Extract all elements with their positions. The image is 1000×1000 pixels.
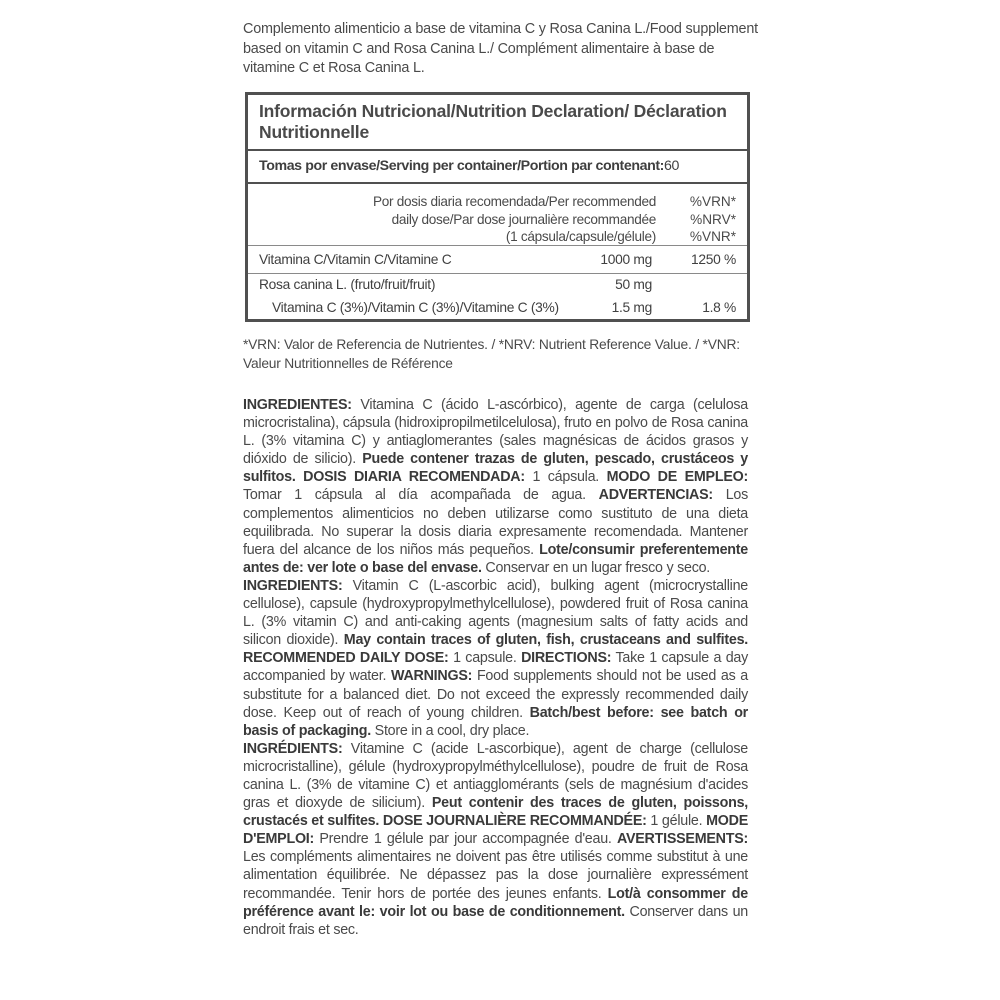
reference-header-line: %VRN* [689, 194, 736, 209]
allergen-dose-heading: Puede contener trazas de gluten, pescado, crustáceos y sulfitos. DOSIS DIARIA RECOMENDADA: [243, 451, 748, 486]
storage-text: Conservar en un lugar fresco y seco. [481, 559, 711, 576]
dose-text: 1 capsule. [448, 650, 522, 667]
directions-text: Take 1 capsule a day accompanied by water. [243, 650, 748, 685]
nutrient-name: Vitamina C/Vitamin C/Vitamine C [259, 252, 452, 267]
ingredients-heading: INGREDIENTS: [243, 577, 343, 594]
storage-text: Conserver dans un endroit frais et sec. [243, 903, 748, 938]
nutrient-quantity: 1000 mg [600, 252, 652, 267]
directions-text: Tomar 1 cápsula al día acompañada de agua. [243, 487, 599, 504]
dose-header-line: Por dosis diaria recomendada/Per recommended [373, 194, 656, 209]
warnings-heading: WARNINGS: [390, 668, 473, 685]
nutrient-percent: 1250 % [691, 252, 736, 267]
directions-heading: MODO DE EMPLEO: [606, 469, 748, 486]
dose-header-line: daily dose/Par dose journalière recommandée [391, 211, 656, 227]
label-body-text [243, 396, 748, 939]
spanish-section [243, 396, 748, 577]
warnings-text: Food supplements should not be used as a substitute for a balanced diet. Do not exceed the expressly recommended daily dose. Keep out of reach of young children. [243, 668, 749, 721]
warnings-text: Les compléments alimentaires ne doivent pas être utilisés comme substitut à une alimentation équilibrée. Ne dépassez pas la dose journalière expressément recommandée. Tenir hors de portée des jeunes enfants. [243, 849, 748, 902]
english-section [243, 577, 748, 740]
reference-footnote: *VRN: Valor de Referencia de Nutrientes. / *NRV: Nutrient Reference Value. / *VNR: Valeur Nutritionnelles de Référence [243, 337, 740, 371]
warnings-heading: ADVERTENCIAS: [598, 487, 713, 504]
directions-heading: DIRECTIONS: [521, 650, 612, 667]
allergen-dose-heading: May contain traces of gluten, fish, crustaceans and sulfites. RECOMMENDED DAILY DOSE: [243, 632, 748, 667]
divider [248, 245, 747, 246]
directions-heading: MODE D'EMPLOI: [243, 813, 748, 848]
warnings-heading: AVERTISSEMENTS: [616, 831, 748, 848]
directions-text: Prendre 1 gélule par jour accompagnée d'eau. [314, 831, 617, 848]
nutrition-panel [245, 92, 750, 322]
french-section [243, 740, 748, 939]
batch-heading: Batch/best before: see batch or basis of packaging. [243, 704, 748, 739]
dose-text: 1 gélule. [646, 813, 707, 830]
divider [248, 149, 747, 151]
dose-column-header [328, 193, 656, 246]
servings-per-container [259, 158, 743, 174]
dose-text: 1 cápsula. [524, 469, 607, 486]
batch-heading: Lote/consumir preferentemente antes de: ver lote o base del envase. [243, 541, 748, 576]
reference-header-line: %VNR* [689, 229, 736, 244]
allergen-dose-heading: Peut contenir des traces de gluten, poissons, crustacés et sulfites. DOSE JOURNALIÈRE RECOMMANDÉE: [243, 795, 749, 830]
divider [248, 182, 747, 184]
ingredients-text: Vitamina C (ácido L-ascórbico), agente de carga (celulosa microcristalina), cápsula (hidroxipropilmetilcelulosa), fruto en polvo de Rosa canina L. (3% vitamina C) y antiaglomerantes (sales magnésicas de ácidos grasos y dióxido de silicio). [243, 397, 748, 468]
product-description: Complemento alimenticio a base de vitamina C y Rosa Canina L./Food supplement based on vitamin C and Rosa Canina L./ Complément alimentaire à base de vitamine C et Rosa Canina L. [243, 21, 758, 76]
servings-label: Tomas por envase/Serving per container/Portion par contenant: [259, 158, 664, 174]
dose-header-line: (1 cápsula/capsule/gélule) [505, 229, 656, 244]
reference-column-header [656, 193, 736, 246]
warnings-text: Los complementos alimenticios no deben utilizarse como sustituto de una dieta equilibrada. No superar la dosis diaria expresamente recomendada. Mantener fuera del alcance de los niños más pequeños. [243, 487, 748, 558]
ingredients-heading: INGREDIENTES: [243, 397, 352, 413]
ingredients-text: Vitamin C (L-ascorbic acid), bulking agent (microcrystalline cellulose), capsule (hydroxypropylmethylcellulose), powdered fruit of Rosa canina L. (3% vitamin C) and anti-caking agents (magnesium salts of fatty acids and silicon dioxide). [243, 577, 748, 649]
servings-value: 60 [664, 158, 679, 174]
nutrient-name: Rosa canina L. (fruto/fruit/fruit) [259, 277, 436, 292]
nutrient-percent: 1.8 % [702, 300, 736, 315]
nutrient-quantity: 50 mg [615, 277, 652, 292]
nutrient-name: Vitamina C (3%)/Vitamin C (3%)/Vitamine C (3%) [272, 300, 559, 315]
divider [248, 273, 747, 274]
storage-text: Store in a cool, dry place. [370, 722, 530, 739]
ingredients-heading: INGRÉDIENTS: [243, 740, 343, 757]
batch-heading: Lot/à consommer de préférence avant le: voir lot ou base de conditionnement. [243, 885, 748, 920]
nutrition-panel-title: Información Nutricional/Nutrition Declaration/ Déclaration Nutritionnelle [259, 101, 727, 142]
nutrient-quantity: 1.5 mg [611, 300, 652, 315]
reference-header-line: %NRV* [690, 211, 736, 227]
ingredients-text: Vitamine C (acide L-ascorbique), agent de charge (cellulose microcristalline), gélule (hydroxypropylméthylcellulose), poudre de fruit de Rosa canina L. (3% de vitamine C) et antiagglomérants (sels de magnésium d'acides gras et dioxyde de silicium). [243, 740, 748, 812]
